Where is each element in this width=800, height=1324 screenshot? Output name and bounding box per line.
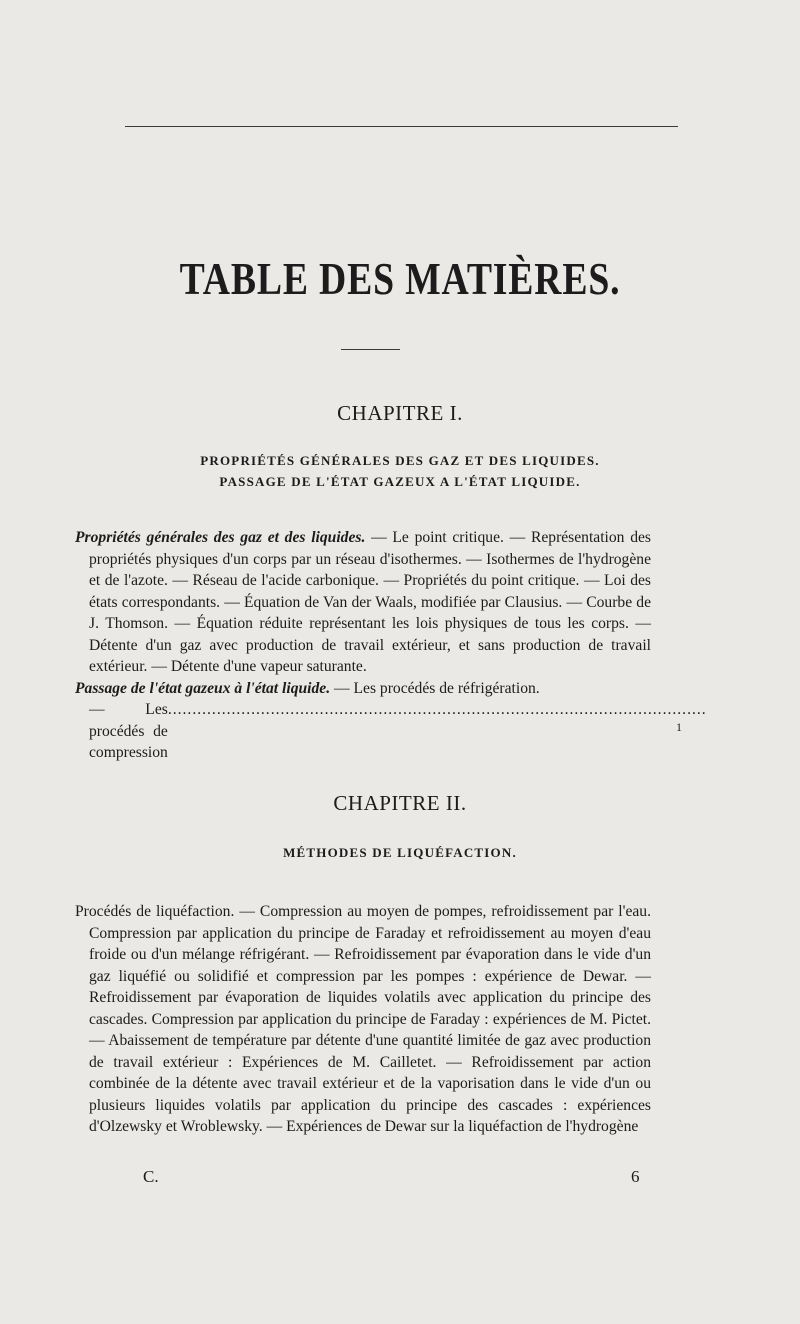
sheet-number: 6 — [631, 1167, 640, 1186]
section-2-title: Passage de l'état gazeux à l'état liquide. — [75, 679, 331, 697]
chapter-1-contents — [75, 527, 707, 764]
chapter-2-body: Procédés de liquéfaction. — Compression au moyen de pompes, refroidissement par l'eau. Compression par application du principe de Faraday et refroidissement au moyen d'eau froide ou d'un mélange réfrigérant. — Refroidissement par évaporation dans le vide d'un gaz liquéfié ou solidifié et compression par les pompes : expérience de Dewar. — Refroidissement par évaporation de liquides volatils avec application du principe des cascades. Compression par application du principe de Faraday : expériences de M. Pictet. — Abaissement de température par détente d'une quantité limitée de gaz avec production de travail extérieur : Expériences de M. Cailletet. — Refroidissement par action combinée de la détente avec travail extérieur et de la vaporisation dans le vide d'un ou plusieurs liquides volatils par application du principe des cascades : expériences d'Olzewsky et Wroblewsky. — Expériences de Dewar sur la liquéfaction de l'hydrogène — [75, 903, 651, 1135]
chapter-1-subtitle-line-2: PASSAGE DE L'ÉTAT GAZEUX A L'ÉTAT LIQUIDE. — [219, 474, 581, 489]
signature-mark: C. — [143, 1167, 159, 1186]
section-2-last-text: — Les procédés de compression — [89, 701, 168, 761]
title-rule — [341, 349, 400, 350]
section-2-text: — Les procédés de réfrigération. — [330, 679, 540, 697]
page-title: TABLE DES MATIÈRES. — [179, 253, 621, 304]
chapter-1-page-number: 1 — [676, 720, 682, 734]
section-1-title: Propriétés générales des gaz et des liquides. — [75, 529, 366, 546]
chapter-2-subtitle: MÉTHODES DE LIQUÉFACTION. — [283, 845, 517, 860]
chapter-1-heading: CHAPITRE I. — [337, 401, 463, 425]
section-2-entry — [75, 678, 651, 700]
section-1-text: — Le point critique. — Représentation des propriétés physiques d'un corps par un réseau d'isothermes. — Isothermes de l'hydrogène et de l'azote. — Réseau de l'acide carbonique. — Propriétés du point critique. — Loi des états correspondants. — Équation de Van der Waals, modifiée par Clausius. — Courbe de J. Thomson. — Équation réduite représentant les lois physiques de tous les corps. — Détente d'un gaz avec production de travail extérieur, et sans production de travail extérieur. — Détente d'une vapeur saturante. — [89, 529, 651, 675]
chapter-1-subtitle-line-1: PROPRIÉTÉS GÉNÉRALES DES GAZ ET DES LIQUIDES. — [200, 453, 600, 468]
chapter-2-heading: CHAPITRE II. — [333, 791, 467, 815]
chapter-2-contents — [75, 901, 651, 1138]
leader-dots: .............................................................................................................. — [167, 701, 707, 718]
top-rule — [125, 126, 678, 127]
section-2-last-line — [75, 699, 707, 764]
section-1-entry — [75, 527, 651, 678]
